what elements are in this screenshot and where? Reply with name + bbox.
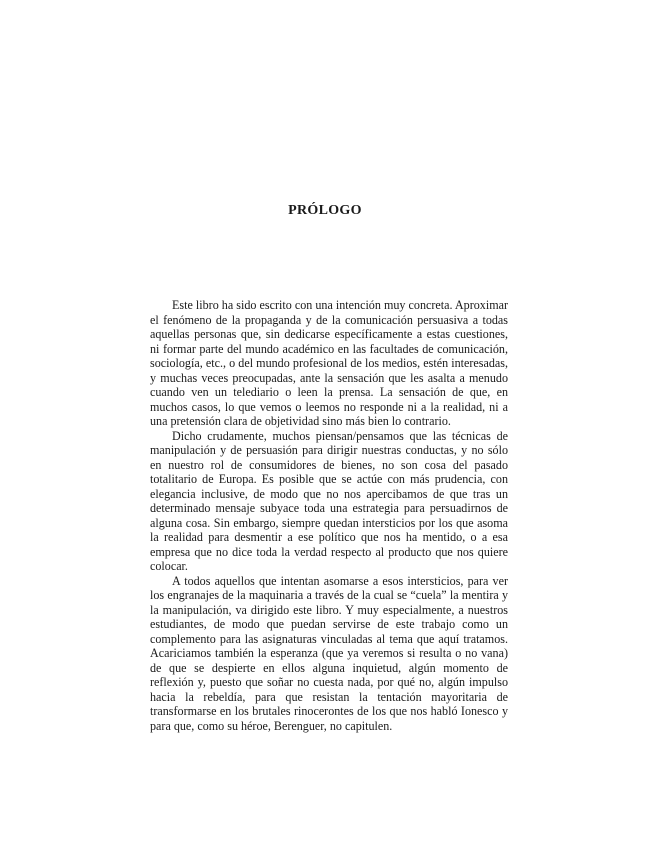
paragraph-3: A todos aquellos que intentan asomarse a esos intersticios, para ver los engranajes de la maquinaria a través de la cual se “cuela” la mentira y la manipulación, va dirigido este libro. Y muy especialmente, a nuestros estudiantes, de modo que puedan servirse de este trabajo como un complemento para las asignaturas vinculadas al tema que aquí tratamos. Acariciamos también la esperanza (que ya veremos si resulta o no vana) de que se despierte en ellos alguna inquietud, algún momento de reflexión y, puesto que soñar no cuesta nada, por qué no, algún impulso hacia la rebeldía, para que resistan la tentación mayoritaria de transformarse en los brutales rinocerontes de los que nos habló Ionesco y para que, como su héroe, Berenguer, no capitulen. [150,573,508,733]
prologue-body [150,298,508,733]
paragraph-2: Dicho crudamente, muchos piensan/pensamos que las técnicas de manipulación y de persuasión para dirigir nuestras conductas, y no sólo en nuestro rol de consumidores de bienes, no son cosa del pasado totalitario de Europa. Es posible que se actúe con más prudencia, con elegancia inclusive, de modo que no nos apercibamos de que tras un determinado mensaje subyace toda una estrategia para persuadirnos de alguna cosa. Sin embargo, siempre quedan intersticios por los que asoma la realidad para desmentir a ese político que nos ha mentido, o a esa empresa que no dice toda la verdad respecto al producto que nos quiere colocar. [150,428,508,573]
chapter-heading: PRÓLOGO [288,203,362,218]
paragraph-1: Este libro ha sido escrito con una intención muy concreta. Aproximar el fenómeno de la propaganda y de la comunicación persuasiva a todas aquellas personas que, sin dedicarse específicamente a estas cuestiones, ni formar parte del mundo académico en las facultades de comunicación, sociología, etc., o del mundo profesional de los medios, estén interesadas, y muchas veces preocupadas, ante la sensación que les asalta a menudo cuando ven un telediario o leen la prensa. La sensación de que, en muchos casos, lo que vemos o leemos no responde ni a la realidad, ni a una pretensión clara de objetividad sino más bien lo contrario. [150,298,508,428]
